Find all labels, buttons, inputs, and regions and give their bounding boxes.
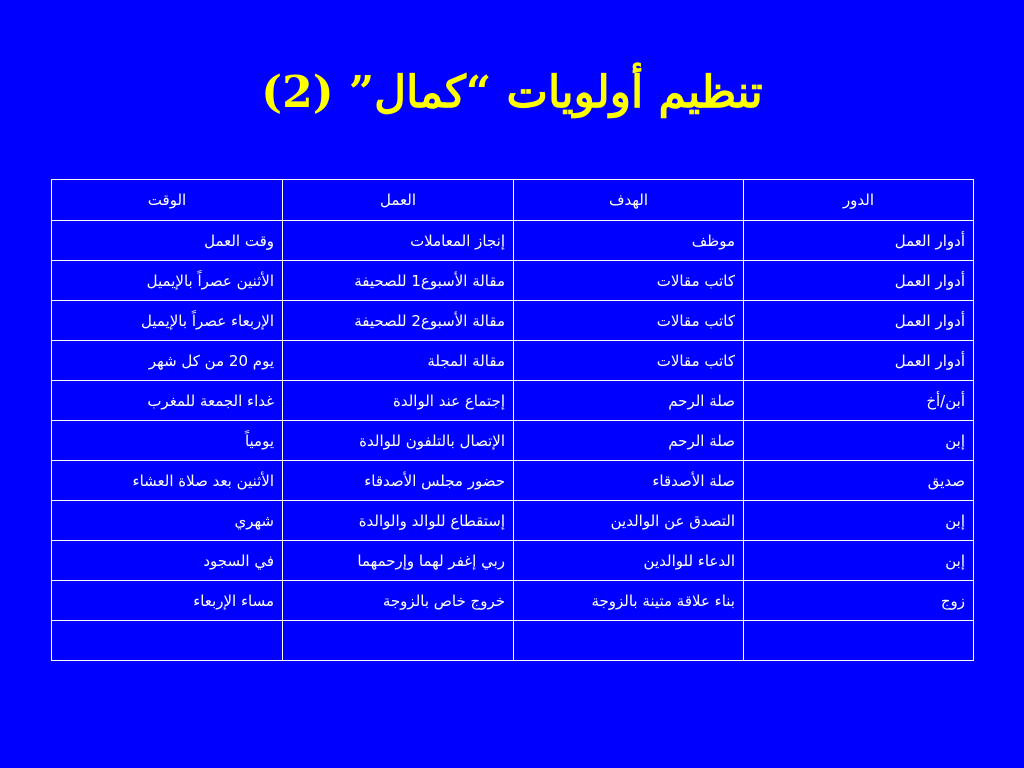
cell-time: وقت العمل — [52, 221, 283, 261]
table-row — [52, 341, 974, 381]
cell-task: إستقطاع للوالد والوالدة — [283, 501, 514, 541]
cell-role: أدوار العمل — [744, 301, 974, 341]
priorities-table — [51, 179, 974, 661]
cell-time: يوم 20 من كل شهر — [52, 341, 283, 381]
cell-role: زوج — [744, 581, 974, 621]
cell-role: أدوار العمل — [744, 261, 974, 301]
table-header-row — [52, 180, 974, 221]
cell-time: الإربعاء عصراً بالإيميل — [52, 301, 283, 341]
cell-goal: كاتب مقالات — [514, 301, 744, 341]
cell-time: مساء الإربعاء — [52, 581, 283, 621]
header-time: الوقت — [52, 180, 283, 221]
cell-time: يومياً — [52, 421, 283, 461]
table-row — [52, 581, 974, 621]
header-goal: الهدف — [514, 180, 744, 221]
header-task: العمل — [283, 180, 514, 221]
table-row — [52, 221, 974, 261]
cell-goal: التصدق عن الوالدين — [514, 501, 744, 541]
cell-role — [744, 621, 974, 661]
cell-role: أدوار العمل — [744, 221, 974, 261]
cell-goal: صلة الرحم — [514, 381, 744, 421]
slide-title: تنظيم أولويات “كمال” (2) — [261, 67, 763, 118]
cell-goal: كاتب مقالات — [514, 261, 744, 301]
table-row-empty — [52, 621, 974, 661]
table-row — [52, 501, 974, 541]
cell-role: أدوار العمل — [744, 341, 974, 381]
cell-role: إبن — [744, 421, 974, 461]
cell-goal: صلة الرحم — [514, 421, 744, 461]
cell-goal: الدعاء للوالدين — [514, 541, 744, 581]
cell-time — [52, 621, 283, 661]
cell-goal: بناء علاقة متينة بالزوجة — [514, 581, 744, 621]
cell-task: مقالة الأسبوع2 للصحيفة — [283, 301, 514, 341]
cell-time: في السجود — [52, 541, 283, 581]
cell-task: إنجاز المعاملات — [283, 221, 514, 261]
cell-task — [283, 621, 514, 661]
header-role: الدور — [744, 180, 974, 221]
table-row — [52, 381, 974, 421]
cell-goal: موظف — [514, 221, 744, 261]
table-row — [52, 541, 974, 581]
cell-time: شهري — [52, 501, 283, 541]
cell-task: حضور مجلس الأصدقاء — [283, 461, 514, 501]
table-row — [52, 461, 974, 501]
cell-task: مقالة المجلة — [283, 341, 514, 381]
cell-task: ربي إغفر لهما وإرحمهما — [283, 541, 514, 581]
cell-time: الأثنين بعد صلاة العشاء — [52, 461, 283, 501]
cell-role: صديق — [744, 461, 974, 501]
cell-goal: كاتب مقالات — [514, 341, 744, 381]
cell-role: إبن — [744, 541, 974, 581]
cell-task: مقالة الأسبوع1 للصحيفة — [283, 261, 514, 301]
cell-task: إجتماع عند الوالدة — [283, 381, 514, 421]
cell-time: الأثنين عصراً بالإيميل — [52, 261, 283, 301]
table-row — [52, 421, 974, 461]
cell-goal: صلة الأصدقاء — [514, 461, 744, 501]
cell-task: خروج خاص بالزوجة — [283, 581, 514, 621]
cell-role: إبن — [744, 501, 974, 541]
cell-time: غداء الجمعة للمغرب — [52, 381, 283, 421]
cell-role: أبن/أخ — [744, 381, 974, 421]
cell-goal — [514, 621, 744, 661]
table-row — [52, 301, 974, 341]
table-row — [52, 261, 974, 301]
cell-task: الإتصال بالتلفون للوالدة — [283, 421, 514, 461]
